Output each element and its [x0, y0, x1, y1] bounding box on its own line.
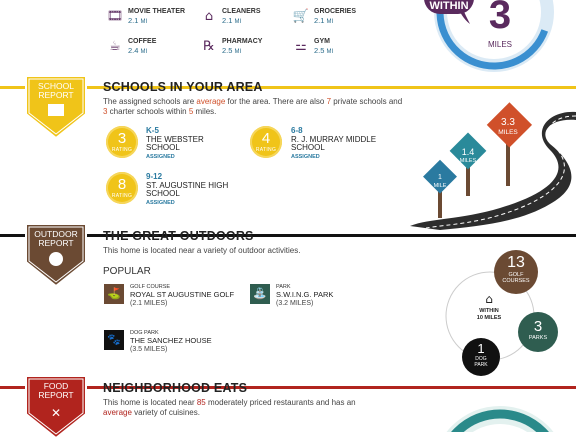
coffee-icon: ☕: [109, 39, 121, 54]
school-report-badge: [24, 76, 88, 134]
food-report-badge: [24, 376, 88, 434]
book-icon: [48, 104, 64, 116]
sign-3-3-miles: 3.3 MILES: [498, 117, 518, 136]
amenity-gym[interactable]: ⚍ GYM 2.5 MI: [290, 38, 333, 57]
theater-icon: 🎞: [106, 9, 124, 24]
sign-1-mile: 1 MILE: [433, 174, 447, 189]
dumbbell-icon: ⚍: [295, 39, 307, 54]
schools-title: SCHOOLS IN YOUR AREA: [103, 80, 263, 94]
outdoor-report-label: OUTDOOR REPORT: [34, 229, 78, 248]
ring-center-label: WITHIN 10 MILES: [476, 308, 502, 321]
food-report-label: FOOD REPORT: [38, 381, 74, 400]
tree-icon: [49, 252, 63, 266]
within-label: WITHIN: [424, 0, 474, 14]
golf-courses-circle: 13 GOLF COURSES: [494, 250, 538, 294]
rx-icon: ℞: [203, 39, 215, 54]
golf-icon: ⛳: [104, 284, 124, 304]
food-title: NEIGHBORHOOD EATS: [103, 381, 248, 395]
rating-coin-staugustine: 8 RATING: [106, 172, 138, 204]
outdoor-item-golf[interactable]: ⛳ GOLF COURSE ROYAL ST AUGUSTINE GOLF (2.1 MILES): [104, 284, 234, 308]
parks-circle: 3 PARKS: [518, 312, 558, 352]
school-report-label: SCHOOL REPORT: [38, 81, 74, 100]
outdoor-ring: [444, 250, 576, 380]
within-gauge: [418, 0, 568, 84]
amenity-pharmacy[interactable]: ℞ PHARMACY 2.5 MI: [198, 38, 262, 57]
school-murray[interactable]: 6-8 R. J. MURRAY MIDDLE SCHOOL ASSIGNED: [291, 126, 377, 160]
food-description: This home is located near 85 moderately priced restaurants and has an average variety of cuisines.: [103, 398, 356, 417]
school-webster[interactable]: K-5 THE WEBSTER SCHOOL ASSIGNED: [146, 126, 204, 160]
school-staugustine[interactable]: 9-12 ST. AUGUSTINE HIGH SCHOOL ASSIGNED: [146, 172, 229, 206]
hanger-icon: ⌂: [204, 9, 214, 24]
food-gauge: [430, 404, 570, 432]
road-illustration: [400, 100, 576, 230]
amenity-coffee[interactable]: ☕ COFFEE 2.4 MI: [104, 38, 156, 57]
popular-heading: POPULAR: [103, 266, 151, 277]
amenity-groceries[interactable]: 🛒 GROCERIES 2.1 MI: [290, 8, 356, 27]
within-unit: MILES: [487, 40, 512, 49]
rating-coin-murray: 4 RATING: [250, 126, 282, 158]
outdoor-item-dogpark[interactable]: 🐾 DOG PARK THE SANCHEZ HOUSE (3.5 MILES): [104, 330, 212, 354]
amenity-cleaners[interactable]: ⌂ CLEANERS 2.1 MI: [198, 8, 261, 27]
outdoor-item-park[interactable]: ⛲ PARK S.W.I.N.G. PARK (3.2 MILES): [250, 284, 333, 308]
amenity-movie-theater[interactable]: 🎞 MOVIE THEATER 2.1 MI: [104, 8, 185, 27]
sign-1-4-miles: 1.4 MILES: [459, 147, 477, 164]
schools-description: The assigned schools are average for the area. There are also 7 private schools and 3 charter schools within 5 miles.: [103, 97, 403, 116]
home-icon: ⌂: [485, 292, 493, 306]
outdoors-description: This home is located near a variety of outdoor activities.: [103, 246, 301, 255]
park-icon: ⛲: [250, 284, 270, 304]
dog-park-circle: 1 DOG PARK: [462, 338, 500, 376]
utensils-icon: ✕: [50, 406, 62, 420]
rating-coin-webster: 3 RATING: [106, 126, 138, 158]
outdoor-report-badge: [24, 224, 88, 282]
cart-icon: 🛒: [292, 9, 310, 24]
outdoors-title: THE GREAT OUTDOORS: [103, 229, 254, 243]
within-value: 3: [488, 0, 512, 37]
paw-icon: 🐾: [104, 330, 124, 350]
